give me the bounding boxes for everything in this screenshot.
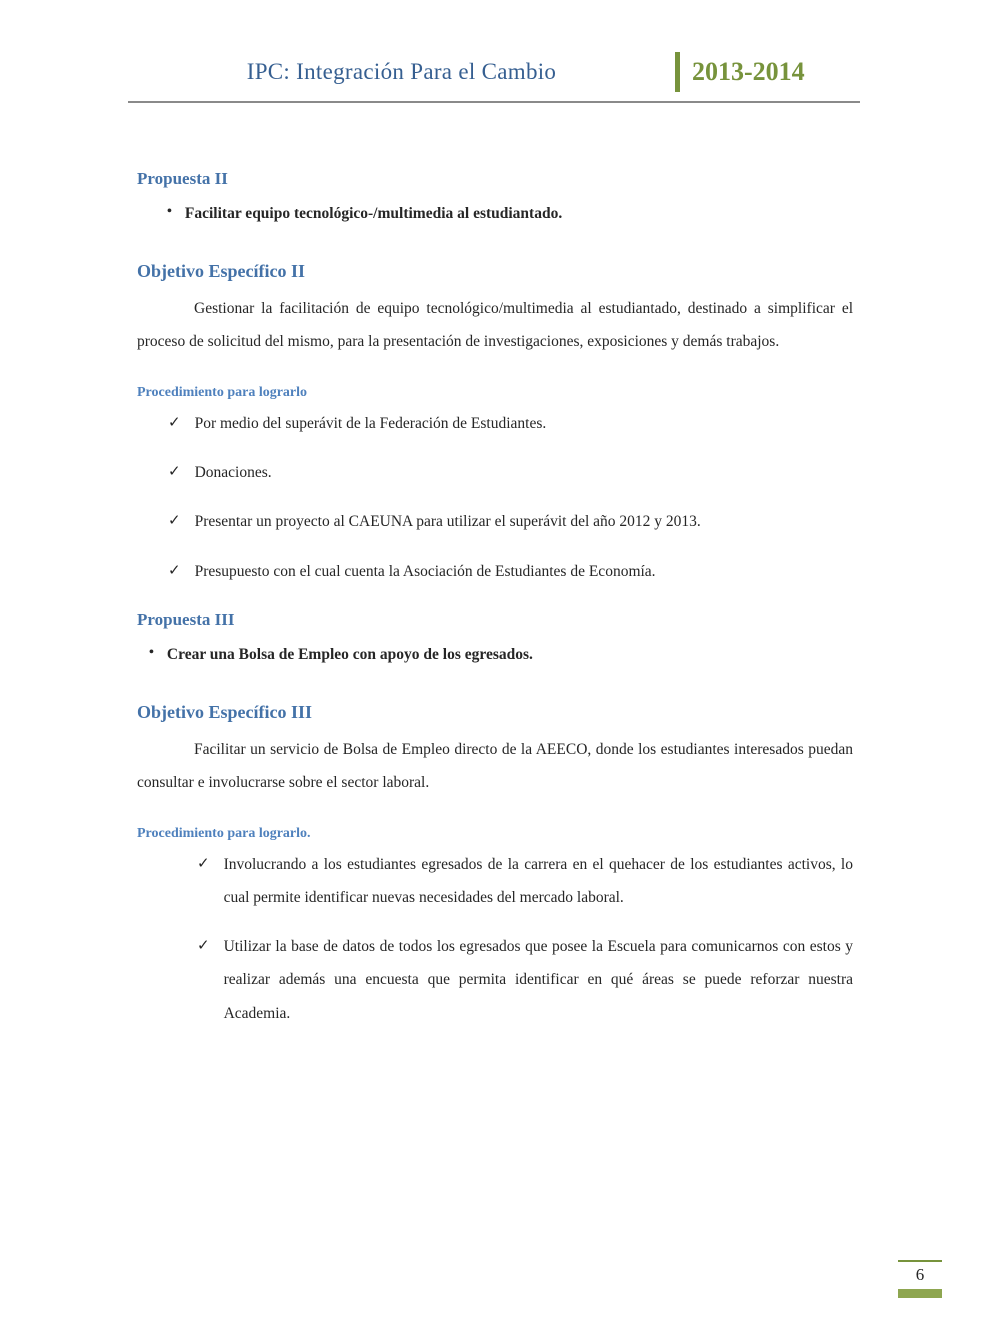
check-text: Utilizar la base de datos de todos los egresados que posee la Escuela para comunicarnos con estos y realizar además una encuesta que permita identificar en qué áreas se puede reforzar nuestra Academia. [223,938,853,1022]
check-icon: ✓ [168,414,181,431]
paragraph-objetivo-ii: Gestionar la facilitación de equipo tecnológico/multimedia al estudiantado, destinado a simplificar el proceso de solicitud del mismo, para la presentación de investigaciones, exposiciones y demás trabajos. [137,300,853,351]
bullet-icon: • [149,644,154,660]
page-footer [898,1260,942,1298]
check-icon: ✓ [197,938,210,955]
bullet-item-propuesta-ii [167,198,853,229]
check-text: Por medio del superávit de la Federación de Estudiantes. [194,414,547,432]
check-item [197,930,853,1030]
heading-propuesta-ii: Propuesta II [137,169,228,188]
check-item [168,555,853,588]
check-text: Donaciones. [194,463,272,481]
header-year: 2013-2014 [692,57,805,86]
check-list-procedimiento-iii [137,848,853,1031]
check-icon: ✓ [197,855,210,872]
heading-procedimiento-ii: Procedimiento para lograrlo [137,384,308,400]
heading-objetivo-iii: Objetivo Específico III [137,701,312,722]
heading-procedimiento-iii: Procedimiento para lograrlo. [137,825,311,841]
page-number: 6 [915,1265,925,1284]
check-icon: ✓ [168,562,181,579]
check-item [168,505,853,538]
footer-bottom-bar [898,1289,942,1298]
check-text: Involucrando a los estudiantes egresados de la carrera en el quehacer de los estudiantes activos, lo cual permite identificar nuevas necesidades del mercado laboral. [223,855,853,906]
bullet-icon: • [167,204,172,219]
document-body [0,103,990,1030]
bullet-item-propuesta-iii [149,639,853,670]
check-item [197,848,853,915]
check-item [168,456,853,489]
check-icon: ✓ [168,513,181,530]
bullet-text: Crear una Bolsa de Empleo con apoyo de los egresados. [166,645,533,663]
heading-propuesta-iii: Propuesta III [137,609,235,629]
check-icon: ✓ [168,463,181,480]
document-header [128,52,860,103]
check-text: Presentar un proyecto al CAEUNA para utilizar el superávit del año 2012 y 2013. [194,513,701,531]
heading-objetivo-ii: Objetivo Específico II [137,261,305,281]
header-divider-bar [675,52,680,92]
check-item [168,407,853,440]
check-text: Presupuesto con el cual cuenta la Asociación de Estudiantes de Economía. [194,562,656,580]
paragraph-objetivo-iii: Facilitar un servicio de Bolsa de Empleo directo de la AEECO, donde los estudiantes interesados puedan consultar e involucrarse sobre el sector laboral. [137,740,853,792]
bullet-text: Facilitar equipo tecnológico-/multimedia al estudiantado. [184,205,563,222]
check-list-procedimiento-ii [137,407,853,588]
header-title: IPC: Integración Para el Cambio [246,59,557,84]
